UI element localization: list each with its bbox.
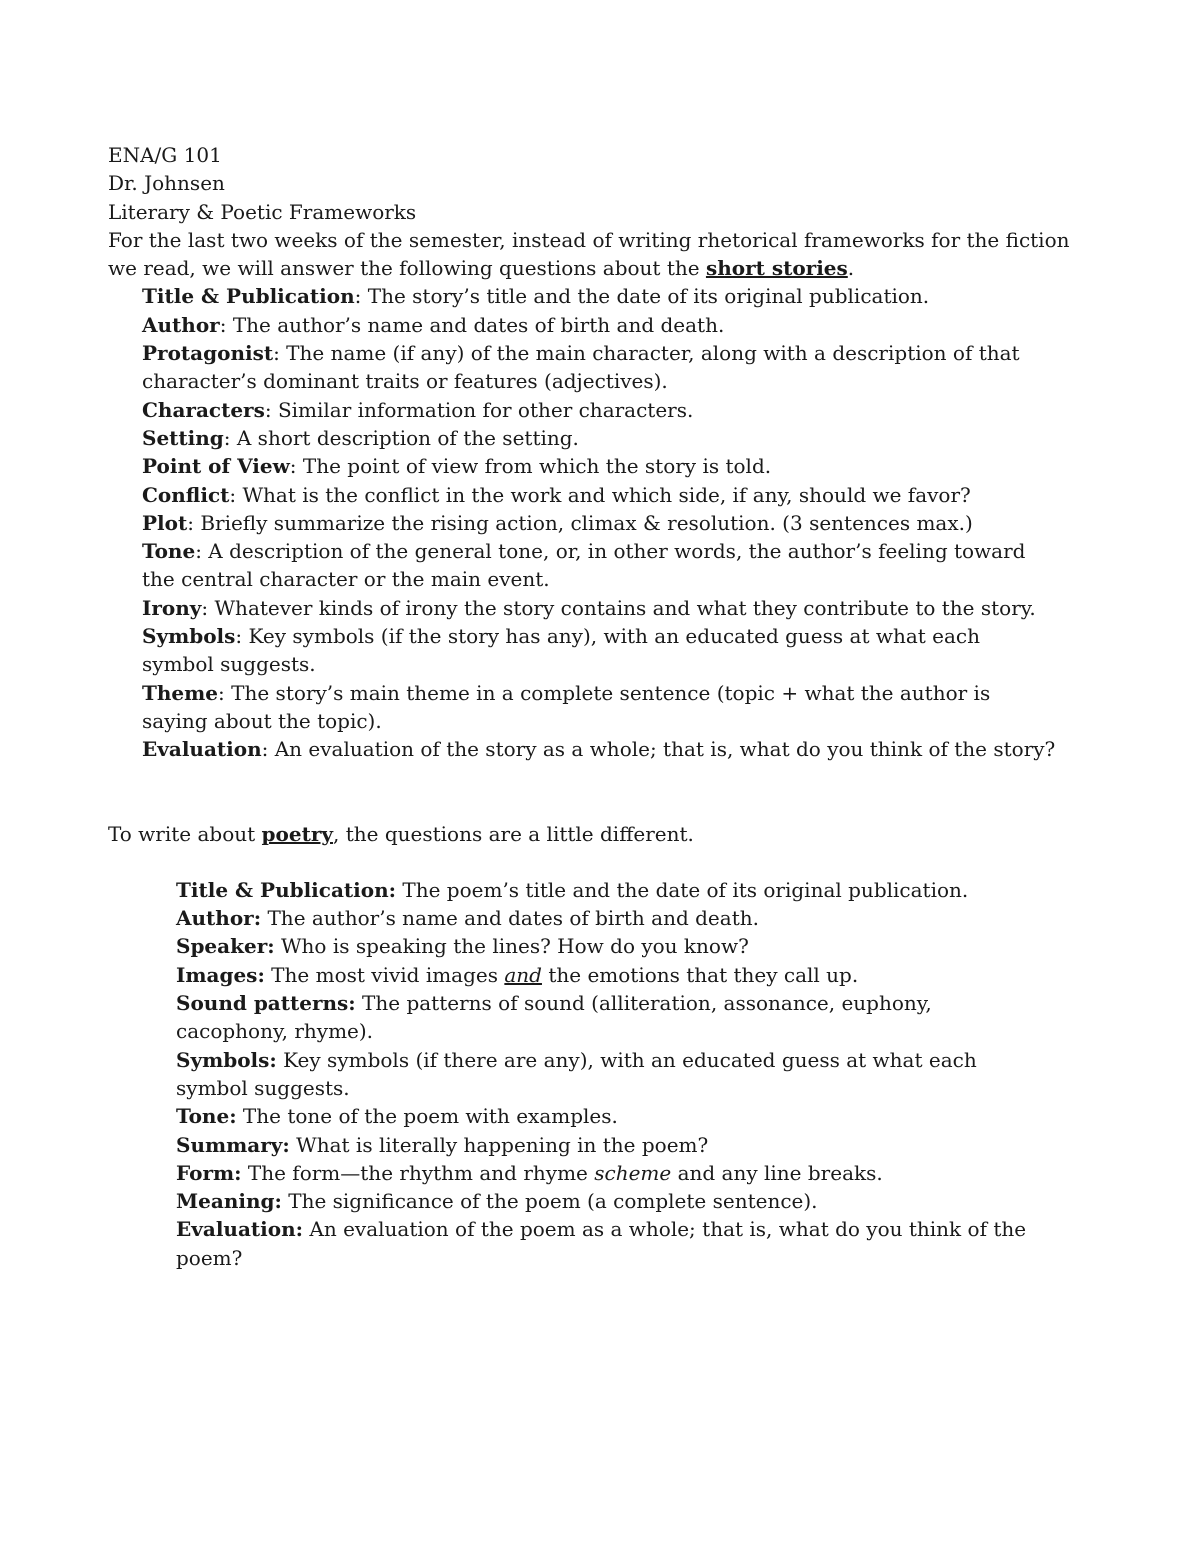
story-item-term: Conflict	[142, 482, 230, 507]
poem-item-term: Author:	[176, 906, 262, 931]
story-item	[108, 622, 1058, 679]
story-item-desc: : The author’s name and dates of birth and death.	[219, 312, 725, 337]
intro-text: For the last two weeks of the semester, instead of writing rhetorical frameworks for the fiction we read, we will answer the following questions about the	[108, 227, 1070, 281]
story-item-term: Characters	[142, 397, 265, 422]
poem-item-desc: What is literally happening in the poem?	[289, 1132, 709, 1157]
poem-item-term: Evaluation:	[176, 1217, 304, 1242]
story-item	[108, 481, 1058, 509]
poem-item-desc: An evaluation of the poem as a whole; that is, what do you think of the poem?	[176, 1217, 1027, 1270]
intro-paragraph	[108, 226, 1093, 283]
story-item-desc: : Similar information for other characters.	[264, 397, 694, 422]
poem-item-emphasis: scheme	[594, 1160, 672, 1185]
document-body	[108, 141, 1093, 1272]
story-item-term: Tone	[142, 539, 196, 564]
story-item-term: Title & Publication	[142, 284, 355, 309]
poem-item-term: Sound patterns:	[176, 991, 356, 1016]
poem-item-term: Images:	[176, 962, 265, 987]
story-item-desc: : The story’s main theme in a complete sentence (topic + what the author is saying about the topic).	[142, 680, 991, 733]
story-item-term: Theme	[142, 680, 219, 705]
story-item	[108, 339, 1058, 396]
poem-item	[108, 904, 1038, 932]
poem-item	[108, 1046, 1038, 1103]
story-item-desc: : What is the conflict in the work and which side, if any, should we favor?	[229, 482, 971, 507]
story-item	[108, 735, 1058, 763]
story-item-term: Protagonist	[142, 341, 274, 366]
story-item	[108, 424, 1058, 452]
story-item-term: Evaluation	[142, 737, 262, 762]
poem-item-term: Meaning:	[176, 1189, 282, 1214]
poem-item-term: Symbols:	[176, 1047, 277, 1072]
poem-item	[108, 876, 1038, 904]
section-spacer	[108, 848, 1093, 876]
story-item	[108, 594, 1058, 622]
poetry-intro-text: To write about	[108, 821, 262, 846]
intro-end: .	[847, 256, 855, 281]
story-item-term: Plot	[142, 510, 188, 535]
poem-item	[108, 989, 1038, 1046]
poem-item-term: Tone:	[176, 1104, 237, 1129]
story-item-desc: : The name (if any) of the main character, along with a description of that character’s dominant traits or features (adjectives).	[142, 341, 1020, 394]
poem-item-desc: The tone of the poem with examples.	[236, 1104, 618, 1129]
story-item-term: Setting	[142, 425, 224, 450]
story-item	[108, 452, 1058, 480]
instructor-name: Dr. Johnsen	[108, 171, 225, 196]
poem-item	[108, 1131, 1038, 1159]
poem-item-desc: and any line breaks.	[671, 1160, 883, 1185]
poem-item-desc: The most vivid images	[264, 962, 505, 987]
poetry-questions	[108, 876, 1038, 1272]
story-item	[108, 509, 1058, 537]
poem-item	[108, 961, 1038, 989]
story-item-term: Irony	[142, 595, 202, 620]
poem-item	[108, 1187, 1038, 1215]
poem-item-desc: The form—the rhythm and rhyme	[241, 1160, 595, 1185]
poem-item-emphasis: and	[504, 962, 542, 987]
story-item	[108, 282, 1058, 310]
course-code: ENA/G 101	[108, 143, 222, 167]
story-item-desc: : The story’s title and the date of its original publication.	[354, 284, 930, 309]
story-item-desc: : A description of the general tone, or, in other words, the author’s feeling toward the central character or the main event.	[142, 539, 1026, 592]
story-item-desc: : Key symbols (if the story has any), with an educated guess at what each symbol suggests.	[142, 624, 980, 677]
poem-item-term: Title & Publication:	[176, 877, 397, 902]
story-item	[108, 311, 1058, 339]
story-item-desc: : Briefly summarize the rising action, climax & resolution. (3 sentences max.)	[187, 510, 973, 535]
short-story-questions	[108, 282, 1058, 763]
story-item-desc: : The point of view from which the story is told.	[289, 454, 772, 479]
story-item	[108, 396, 1058, 424]
poem-item-term: Summary:	[176, 1132, 290, 1157]
poem-item-desc: The significance of the poem (a complete sentence).	[281, 1189, 818, 1214]
story-item-term: Point of View	[142, 454, 290, 479]
poem-item	[108, 1215, 1038, 1272]
story-item-desc: : Whatever kinds of irony the story contains and what they contribute to the story.	[201, 595, 1036, 620]
poem-item-term: Speaker:	[176, 934, 275, 959]
poem-item-desc: The patterns of sound (alliteration, assonance, euphony, cacophony, rhyme).	[176, 991, 932, 1044]
story-item	[108, 679, 1058, 736]
story-item-term: Author	[142, 312, 220, 337]
intro-emphasis: short stories	[705, 256, 848, 281]
story-item	[108, 537, 1058, 594]
poetry-intro-end: , the questions are a little different.	[333, 821, 694, 846]
section-spacer	[108, 764, 1093, 820]
poem-item	[108, 932, 1038, 960]
poem-item-desc: the emotions that they call up.	[541, 962, 859, 987]
story-item-desc: : An evaluation of the story as a whole; that is, what do you think of the story?	[261, 737, 1056, 762]
poem-item	[108, 1159, 1038, 1187]
document-title: Literary & Poetic Frameworks	[108, 199, 417, 224]
poem-item-term: Form:	[176, 1160, 242, 1185]
story-item-term: Symbols	[142, 624, 236, 649]
poem-item	[108, 1102, 1038, 1130]
poem-item-desc: The poem’s title and the date of its original publication.	[396, 877, 969, 902]
poetry-intro-emphasis: poetry	[261, 821, 333, 846]
poem-item-desc: Key symbols (if there are any), with an educated guess at what each symbol suggests.	[176, 1047, 977, 1100]
story-item-desc: : A short description of the setting.	[223, 425, 579, 450]
poetry-intro	[108, 820, 1093, 848]
poem-item-desc: Who is speaking the lines? How do you know?	[274, 934, 749, 959]
poem-item-desc: The author’s name and dates of birth and death.	[261, 906, 759, 931]
